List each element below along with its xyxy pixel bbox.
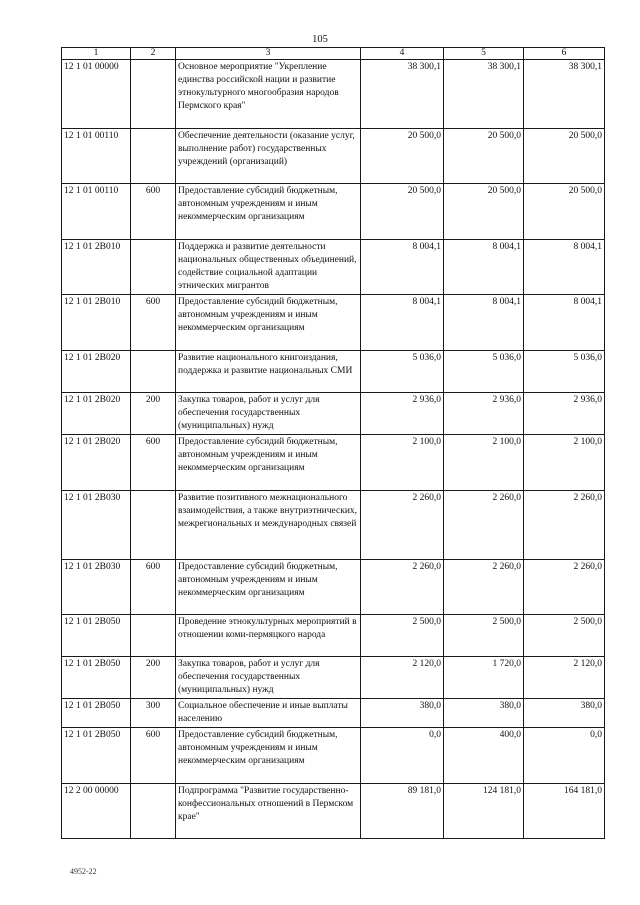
amount-year-3: 5 036,0: [524, 351, 605, 393]
amount-year-1: 2 260,0: [361, 560, 444, 615]
header-row: [62, 48, 605, 60]
amount-year-3: 2 120,0: [524, 657, 605, 699]
target-code: 12 1 01 00110: [62, 184, 131, 240]
amount-year-2: 124 181,0: [444, 784, 524, 839]
amount-year-2: 2 500,0: [444, 615, 524, 657]
table-row: [62, 393, 605, 435]
item-name: Подпрограмма "Развитие государственно-конфессиональных отношений в Пермском крае": [176, 784, 361, 839]
column-header: 2: [131, 48, 176, 60]
table-row: [62, 560, 605, 615]
target-code: 12 1 01 2В020: [62, 351, 131, 393]
target-code: 12 2 00 00000: [62, 784, 131, 839]
amount-year-3: 20 500,0: [524, 184, 605, 240]
table-row: [62, 184, 605, 240]
table-row: [62, 784, 605, 839]
item-name: Закупка товаров, работ и услуг для обеспечения государственных (муниципальных) нужд: [176, 657, 361, 699]
amount-year-1: 380,0: [361, 699, 444, 728]
table-row: [62, 728, 605, 784]
expense-kind: 300: [131, 699, 176, 728]
amount-year-2: 20 500,0: [444, 129, 524, 184]
table-row: [62, 351, 605, 393]
target-code: 12 1 01 2В010: [62, 240, 131, 295]
column-header: 6: [524, 48, 605, 60]
amount-year-2: 2 260,0: [444, 560, 524, 615]
expense-kind: 200: [131, 393, 176, 435]
amount-year-3: 0,0: [524, 728, 605, 784]
budget-table: [61, 47, 605, 839]
item-name: Развитие позитивного межнационального взаимодействия, а также внутриэтнических, межрегиональных и международных связей: [176, 491, 361, 560]
amount-year-3: 2 936,0: [524, 393, 605, 435]
amount-year-3: 8 004,1: [524, 295, 605, 351]
item-name: Проведение этнокультурных мероприятий в отношении коми-пермяцкого народа: [176, 615, 361, 657]
amount-year-2: 8 004,1: [444, 240, 524, 295]
item-name: Основное мероприятие "Укрепление единства российской нации и развитие этнокультурного многообразия народов Пермского края": [176, 60, 361, 129]
table-row: [62, 60, 605, 129]
expense-kind: [131, 784, 176, 839]
table-row: [62, 295, 605, 351]
document-id: 4952-22: [70, 867, 97, 876]
expense-kind: [131, 60, 176, 129]
table-row: [62, 129, 605, 184]
amount-year-2: 1 720,0: [444, 657, 524, 699]
amount-year-1: 8 004,1: [361, 295, 444, 351]
target-code: 12 1 01 2В020: [62, 435, 131, 491]
target-code: 12 1 01 2В030: [62, 491, 131, 560]
amount-year-3: 2 260,0: [524, 560, 605, 615]
amount-year-1: 8 004,1: [361, 240, 444, 295]
amount-year-2: 20 500,0: [444, 184, 524, 240]
amount-year-1: 38 300,1: [361, 60, 444, 129]
amount-year-3: 164 181,0: [524, 784, 605, 839]
target-code: 12 1 01 2В050: [62, 728, 131, 784]
amount-year-2: 5 036,0: [444, 351, 524, 393]
amount-year-3: 2 500,0: [524, 615, 605, 657]
target-code: 12 1 01 2В050: [62, 699, 131, 728]
amount-year-1: 20 500,0: [361, 129, 444, 184]
amount-year-1: 20 500,0: [361, 184, 444, 240]
item-name: Обеспечение деятельности (оказание услуг, выполнение работ) государственных учреждений (организаций): [176, 129, 361, 184]
expense-kind: 600: [131, 184, 176, 240]
table-row: [62, 491, 605, 560]
expense-kind: [131, 351, 176, 393]
target-code: 12 1 01 00000: [62, 60, 131, 129]
amount-year-3: 2 260,0: [524, 491, 605, 560]
column-header: 4: [361, 48, 444, 60]
column-header: 1: [62, 48, 131, 60]
amount-year-1: 0,0: [361, 728, 444, 784]
amount-year-3: 8 004,1: [524, 240, 605, 295]
expense-kind: [131, 615, 176, 657]
amount-year-1: 5 036,0: [361, 351, 444, 393]
item-name: Предоставление субсидий бюджетным, автономным учреждениям и иным некоммерческим организациям: [176, 295, 361, 351]
expense-kind: 600: [131, 560, 176, 615]
table-row: [62, 699, 605, 728]
expense-kind: 600: [131, 728, 176, 784]
item-name: Предоставление субсидий бюджетным, автономным учреждениям и иным некоммерческим организациям: [176, 184, 361, 240]
item-name: Социальное обеспечение и иные выплаты населению: [176, 699, 361, 728]
amount-year-1: 2 500,0: [361, 615, 444, 657]
column-header: 5: [444, 48, 524, 60]
expense-kind: 600: [131, 295, 176, 351]
table-row: [62, 435, 605, 491]
expense-kind: [131, 491, 176, 560]
expense-kind: 600: [131, 435, 176, 491]
target-code: 12 1 01 00110: [62, 129, 131, 184]
amount-year-2: 380,0: [444, 699, 524, 728]
column-header: 3: [176, 48, 361, 60]
amount-year-3: 2 100,0: [524, 435, 605, 491]
amount-year-2: 2 100,0: [444, 435, 524, 491]
amount-year-2: 2 260,0: [444, 491, 524, 560]
target-code: 12 1 01 2В050: [62, 657, 131, 699]
item-name: Поддержка и развитие деятельности национальных общественных объединений, содействие социальной адаптации этнических мигрантов: [176, 240, 361, 295]
amount-year-2: 8 004,1: [444, 295, 524, 351]
amount-year-3: 38 300,1: [524, 60, 605, 129]
amount-year-3: 380,0: [524, 699, 605, 728]
target-code: 12 1 01 2В050: [62, 615, 131, 657]
expense-kind: 200: [131, 657, 176, 699]
item-name: Предоставление субсидий бюджетным, автономным учреждениям и иным некоммерческим организациям: [176, 435, 361, 491]
table-row: [62, 615, 605, 657]
amount-year-3: 20 500,0: [524, 129, 605, 184]
expense-kind: [131, 129, 176, 184]
amount-year-2: 2 936,0: [444, 393, 524, 435]
amount-year-2: 38 300,1: [444, 60, 524, 129]
item-name: Предоставление субсидий бюджетным, автономным учреждениям и иным некоммерческим организациям: [176, 560, 361, 615]
amount-year-2: 400,0: [444, 728, 524, 784]
table-row: [62, 240, 605, 295]
amount-year-1: 2 100,0: [361, 435, 444, 491]
expense-kind: [131, 240, 176, 295]
amount-year-1: 89 181,0: [361, 784, 444, 839]
amount-year-1: 2 120,0: [361, 657, 444, 699]
table-row: [62, 657, 605, 699]
target-code: 12 1 01 2В010: [62, 295, 131, 351]
target-code: 12 1 01 2В030: [62, 560, 131, 615]
target-code: 12 1 01 2В020: [62, 393, 131, 435]
item-name: Развитие национального книгоиздания, поддержка и развитие национальных СМИ: [176, 351, 361, 393]
amount-year-1: 2 936,0: [361, 393, 444, 435]
page-number: 105: [312, 34, 328, 45]
item-name: Предоставление субсидий бюджетным, автономным учреждениям и иным некоммерческим организациям: [176, 728, 361, 784]
amount-year-1: 2 260,0: [361, 491, 444, 560]
item-name: Закупка товаров, работ и услуг для обеспечения государственных (муниципальных) нужд: [176, 393, 361, 435]
